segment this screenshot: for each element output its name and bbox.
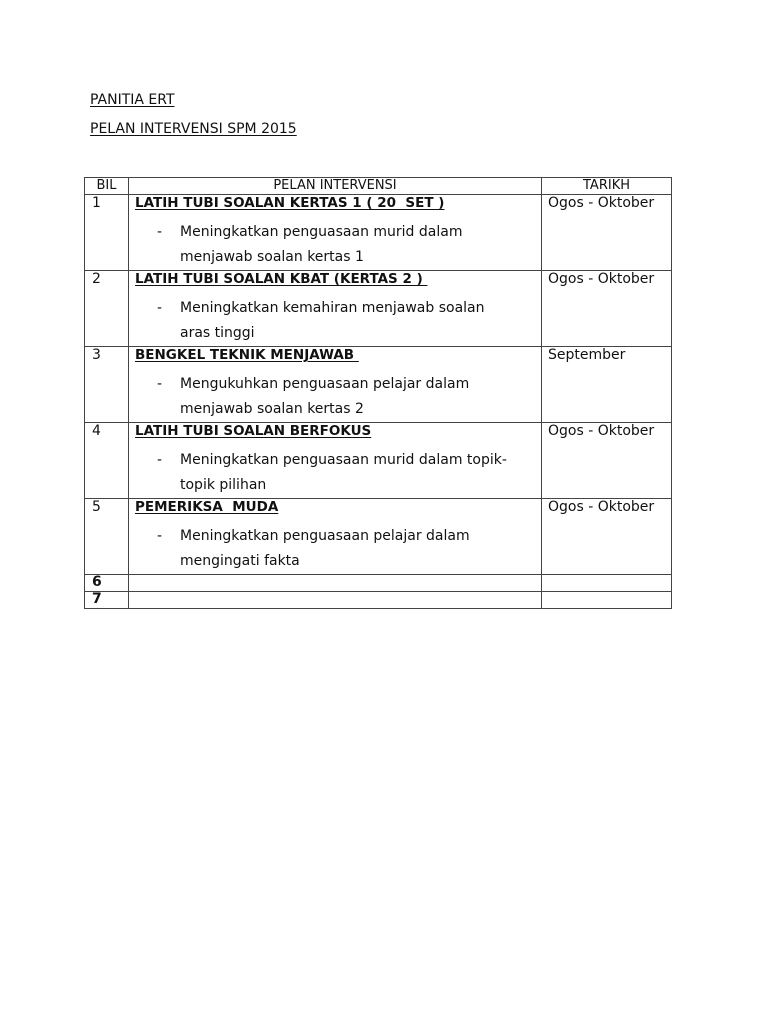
row-number: 3: [85, 347, 129, 423]
row-number: 1: [85, 195, 129, 271]
intervention-title: LATIH TUBI SOALAN KERTAS 1 ( 20 SET ): [135, 195, 445, 211]
intervention-cell: [129, 499, 542, 575]
table-header-row: [85, 178, 672, 195]
document-heading-panitia: PANITIA ERT: [90, 92, 175, 108]
description-text: Meningkatkan penguasaan murid dalam menjawab soalan kertas 1: [180, 224, 463, 265]
description-text: Mengukuhkan penguasaan pelajar dalam menjawab soalan kertas 2: [180, 376, 470, 417]
intervention-plan-table: [84, 177, 672, 609]
table-row: [85, 195, 672, 271]
intervention-title: PEMERIKSA MUDA: [135, 499, 279, 515]
description-text: Meningkatkan penguasaan pelajar dalam mengingati fakta: [180, 528, 470, 569]
intervention-cell: [129, 423, 542, 499]
date-cell: Ogos - Oktober: [542, 423, 672, 499]
intervention-cell-empty: [129, 592, 542, 609]
column-header-bil: BIL: [85, 178, 129, 195]
column-header-pelan-intervensi: PELAN INTERVENSI: [129, 178, 542, 195]
row-number: 4: [85, 423, 129, 499]
list-dash: -: [157, 528, 163, 544]
intervention-cell: [129, 195, 542, 271]
intervention-cell: [129, 271, 542, 347]
table-row: [85, 499, 672, 575]
row-number: 6: [85, 575, 129, 592]
date-cell-empty: [542, 575, 672, 592]
row-number: 5: [85, 499, 129, 575]
intervention-title: BENGKEL TEKNIK MENJAWAB: [135, 347, 359, 363]
table-row-empty: [85, 575, 672, 592]
table-row-empty: [85, 592, 672, 609]
date-cell: Ogos - Oktober: [542, 499, 672, 575]
list-dash: -: [157, 376, 163, 392]
intervention-cell: [129, 347, 542, 423]
intervention-description: [135, 296, 510, 346]
list-dash: -: [157, 300, 163, 316]
date-cell: September: [542, 347, 672, 423]
description-text: Meningkatkan kemahiran menjawab soalan aras tinggi: [180, 300, 485, 341]
row-number: 2: [85, 271, 129, 347]
list-dash: -: [157, 452, 163, 468]
list-dash: -: [157, 224, 163, 240]
date-cell: Ogos - Oktober: [542, 271, 672, 347]
table-row: [85, 271, 672, 347]
document-heading-pelan: PELAN INTERVENSI SPM 2015: [90, 121, 297, 137]
intervention-title: LATIH TUBI SOALAN KBAT (KERTAS 2 ): [135, 271, 428, 287]
intervention-description: [135, 372, 510, 422]
intervention-description: [135, 448, 510, 498]
intervention-title: LATIH TUBI SOALAN BERFOKUS: [135, 423, 372, 439]
intervention-description: [135, 524, 510, 574]
date-cell: Ogos - Oktober: [542, 195, 672, 271]
intervention-cell-empty: [129, 575, 542, 592]
column-header-tarikh: TARIKH: [542, 178, 672, 195]
table-row: [85, 423, 672, 499]
description-text: Meningkatkan penguasaan murid dalam topik-topik pilihan: [180, 452, 507, 493]
intervention-description: [135, 220, 510, 270]
date-cell-empty: [542, 592, 672, 609]
row-number: 7: [85, 592, 129, 609]
table-row: [85, 347, 672, 423]
